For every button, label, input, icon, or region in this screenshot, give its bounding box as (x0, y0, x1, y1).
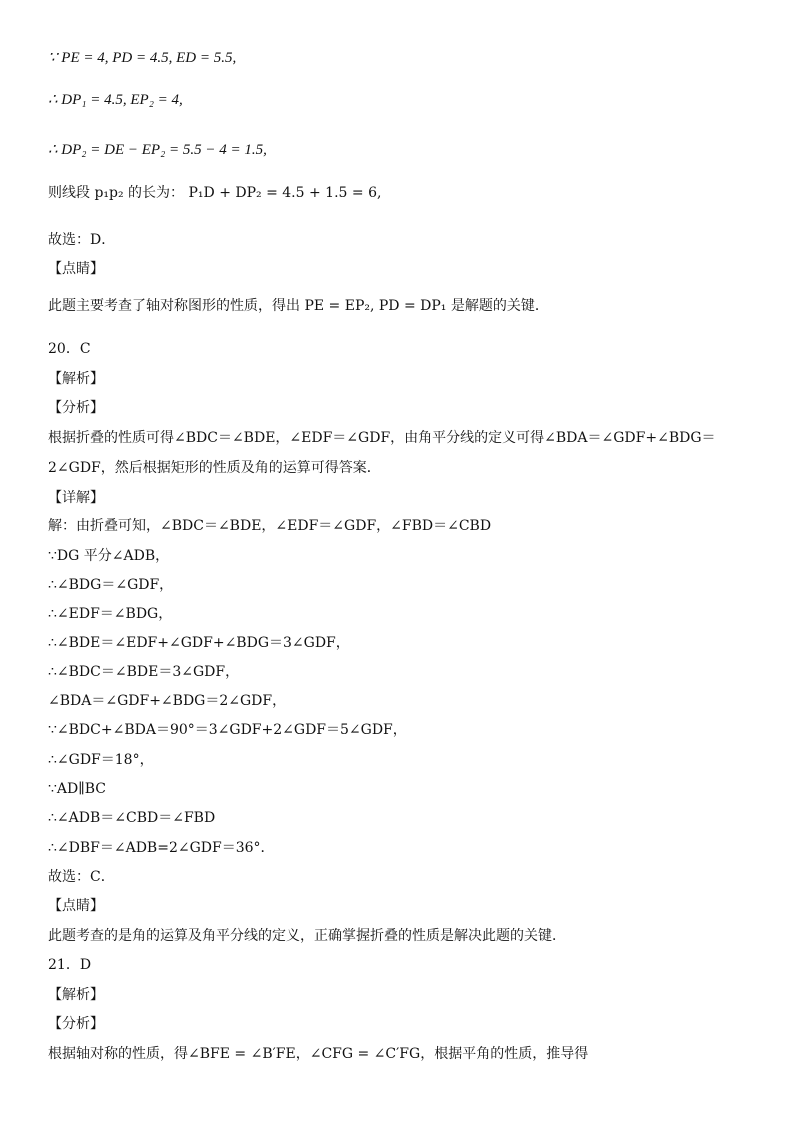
section-heading: 【点睛】 (48, 898, 104, 914)
solution-line: ∵ PE = 4, PD = 4.5, ED = 5.5, (48, 50, 237, 66)
summary-line: 此题考查的是角的运算及角平分线的定义，正确掌握折叠的性质是解决此题的关键． (48, 928, 566, 944)
solution-line: 则线段 p₁p₂ 的长为： P₁D + DP₂ = 4.5 + 1.5 = 6, (48, 185, 382, 201)
solution-line: 解：由折叠可知，∠BDC＝∠BDE，∠EDF＝∠GDF，∠FBD＝∠CBD (48, 518, 492, 534)
summary-line: 此题主要考查了轴对称图形的性质，得出 PE = EP₂, PD = DP₁ 是解题的关键． (48, 298, 549, 314)
answer-line: 故选：C． (48, 869, 115, 885)
solution-line: ∵∠BDC+∠BDA＝90°＝3∠GDF+2∠GDF＝5∠GDF， (48, 722, 407, 738)
section-heading: 【详解】 (48, 490, 104, 506)
solution-line: ∴ DP₁ = 4.5, EP₂ = 4, (48, 92, 183, 108)
solution-line: ∴∠BDC＝∠BDE＝3∠GDF， (48, 664, 240, 680)
solution-line: ∴∠ADB＝∠CBD＝∠FBD (48, 810, 216, 826)
solution-line: ∴ DP₂ = DE − EP₂ = 5.5 − 4 = 1.5, (48, 142, 267, 158)
section-heading: 【分析】 (48, 400, 104, 416)
solution-line: ∴∠BDG＝∠GDF， (48, 577, 174, 593)
section-heading: 【点睛】 (48, 261, 104, 277)
solution-line: ∴∠EDF＝∠BDG， (48, 606, 173, 622)
question-number: 21．D (48, 957, 92, 973)
analysis-paragraph: 根据折叠的性质可得∠BDC＝∠BDE，∠EDF＝∠GDF，由角平分线的定义可得∠BDA＝∠GDF+∠BDG＝2∠GDF，然后根据矩形的性质及角的运算可得答案． (48, 430, 716, 476)
solution-line: ∠BDA＝∠GDF+∠BDG＝2∠GDF， (48, 693, 287, 709)
answer-line: 故选：D． (48, 232, 116, 248)
section-heading: 【解析】 (48, 371, 104, 387)
section-heading: 【解析】 (48, 987, 104, 1003)
analysis-line: 根据轴对称的性质，得∠BFE = ∠B′FE，∠CFG = ∠C′FG，根据平角的性质，推导得 (48, 1046, 589, 1062)
solution-line: ∴∠BDE＝∠EDF+∠GDF+∠BDG＝3∠GDF， (48, 635, 350, 651)
solution-line: ∴∠GDF＝18°， (48, 752, 154, 768)
solution-line: ∵AD∥BC (48, 781, 106, 797)
solution-line: ∵DG 平分∠ADB， (48, 548, 170, 564)
section-heading: 【分析】 (48, 1016, 104, 1032)
solution-line: ∴∠DBF＝∠ADB=2∠GDF＝36°． (48, 840, 275, 856)
question-number: 20．C (48, 341, 91, 357)
